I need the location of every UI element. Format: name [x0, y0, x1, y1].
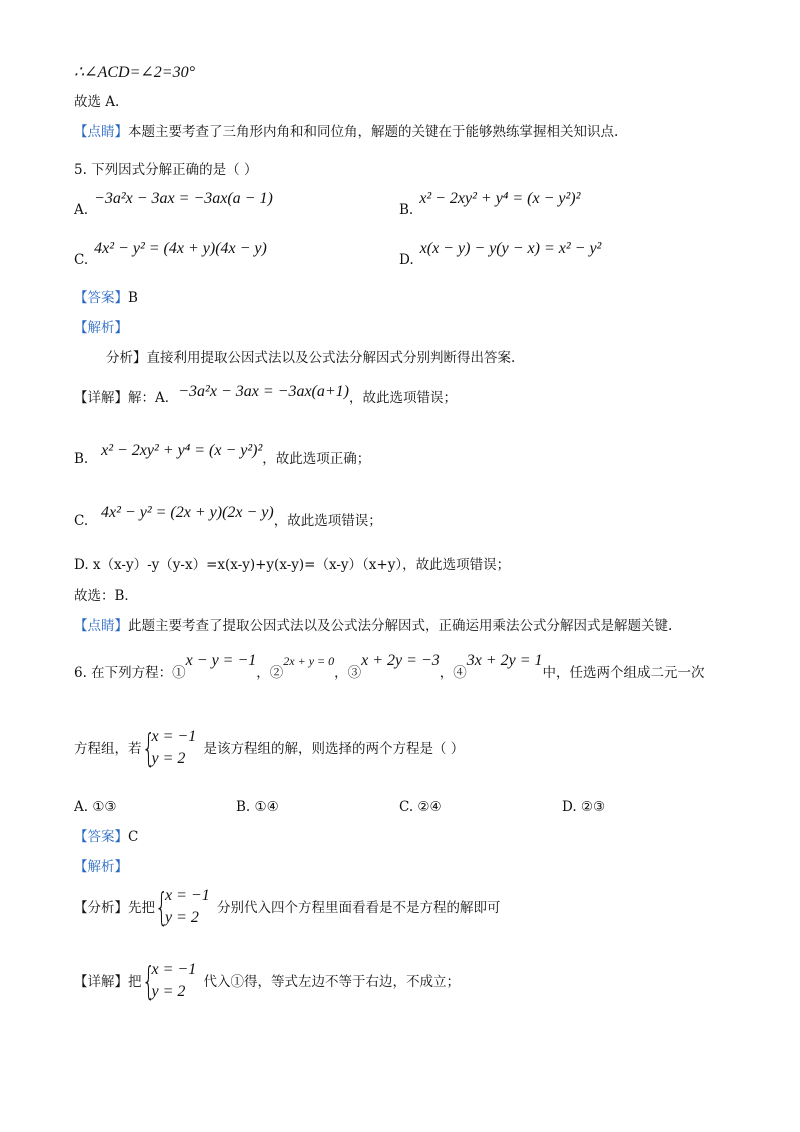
q5-dianjing-text: 此题主要考查了提取公因式法以及公式法分解因式，正确运用乘法公式分解因式是解题关键.: [128, 618, 673, 634]
q6-system: [141, 725, 204, 772]
q6-detail-prefix: 把: [128, 974, 142, 990]
q5-detail-c: [74, 504, 382, 530]
q5-detail-c-prefix: C.: [74, 513, 89, 529]
left-brace-icon: {: [141, 725, 155, 770]
q5-detail-b-expr: x² − 2xy² + y⁴ = (x − y²)²: [101, 442, 263, 459]
q5-analysis-text: 分析】直接利用提取公因式法以及公式法分解因式分别判断得出答案.: [106, 350, 516, 366]
q6-eq4: 3x + 2y = 1: [466, 652, 543, 669]
q6-sys-row1: x = −1: [151, 727, 197, 745]
q6-option-c: C. ②④: [399, 799, 442, 815]
q6-fenxi-tag: 【分析】: [74, 900, 128, 916]
q6-fenxi-row2: y = 2: [165, 908, 199, 926]
q5-detail-c-expr: 4x² − y² = (2x + y)(2x − y): [101, 504, 274, 521]
q5-stem: 5. 下列因式分解正确的是（ ）: [74, 162, 258, 178]
q6-fenxi-suffix: 分别代入四个方程里面看看是不是方程的解即可: [217, 900, 501, 916]
q5-answer-tag: 【答案】: [74, 290, 128, 306]
choose-a-line: 故选 A.: [74, 94, 120, 110]
q5-answer-line: [74, 289, 138, 307]
q6-answer-line: [74, 828, 138, 846]
q5-choose: 故选：B．: [74, 588, 138, 604]
q6-fenxi-system: [155, 884, 217, 931]
q6-stem-suffix: 中，任选两个组成二元一次: [542, 665, 705, 681]
conclusion-line: [74, 64, 195, 82]
q5-option-c: [74, 240, 267, 268]
q6-fenxi: [74, 886, 501, 931]
q5-detail-a-suffix: ，故此选项错误；: [349, 390, 457, 406]
left-brace-icon: {: [155, 884, 169, 929]
q5-option-d: [399, 240, 602, 268]
q5-detail-b-suffix: ，故此选项正确；: [262, 451, 371, 467]
q5-detail-a: [74, 383, 457, 407]
q6-detail: [74, 960, 460, 1005]
q5-option-c-expr: 4x² − y² = (4x + y)(4x − y): [94, 240, 267, 257]
dianjing-text: 本题主要考查了三角形内角和和同位角，解题的关键在于能够熟练掌握相关知识点.: [128, 124, 619, 140]
q5-analysis-tag: 【解析】: [74, 320, 128, 336]
q6-fenxi-prefix: 先把: [128, 900, 155, 916]
q6-detail-system: [141, 958, 204, 1005]
q5-option-b-expr: x² − 2xy² + y⁴ = (x − y²)²: [419, 190, 581, 207]
q5-option-d-expr: x(x − y) − y(y − x) = x² − y²: [419, 240, 602, 257]
q5-option-a-expr: −3a²x − 3ax = −3ax(a − 1): [94, 190, 273, 207]
q6-detail-suffix: 代入①得，等式左边不等于右边，不成立；: [203, 974, 460, 990]
q5-detail-b-prefix: B.: [74, 451, 89, 467]
q5-detail-a-prefix: 解：A．: [128, 390, 179, 406]
q6-option-d: D. ②③: [562, 799, 606, 815]
q5-detail-b: [74, 442, 371, 468]
q6-detail-row2: y = 2: [151, 982, 186, 1000]
q6-eq3: x + 2y = −3: [361, 652, 440, 669]
q5-answer: B: [128, 290, 138, 306]
q6-sys-row2: y = 2: [151, 749, 186, 767]
q6-stem: [74, 652, 705, 682]
q5-detail-a-expr: −3a²x − 3ax = −3ax(a+1): [178, 383, 349, 400]
q5-dianjing-tag: 【点睛】: [74, 618, 128, 634]
q6-detail-row1: x = −1: [151, 960, 197, 978]
q6-line2-prefix: 方程组，若: [74, 741, 142, 757]
q6-line2-suffix: 是该方程组的解，则选择的两个方程是（ ）: [203, 741, 465, 757]
q5-option-a-label: A.: [74, 202, 89, 218]
q5-option-a: [74, 190, 273, 218]
q5-option-c-label: C.: [74, 252, 89, 268]
q5-detail-c-suffix: ，故此选项错误；: [273, 513, 382, 529]
q6-sep3: ，③: [334, 665, 362, 681]
dianjing-tag: 【点睛】: [74, 124, 128, 140]
q6-detail-tag: 【详解】: [74, 974, 128, 990]
q6-option-b: B. ①④: [236, 799, 279, 815]
q5-option-b: [399, 190, 581, 218]
q6-eq2: 2x + y = 0: [283, 654, 335, 668]
q6-sep2: ，②: [256, 665, 284, 681]
q6-line2: [74, 727, 464, 772]
q5-option-b-label: B.: [399, 202, 414, 218]
dianjing-line-1: [74, 123, 618, 141]
q5-detail-d: D. x（x-y）-y（y-x）=x(x-y)+y(x-y)=（x-y）（x+y），故此选项错误；: [74, 557, 511, 573]
q6-option-a: A. ①③: [74, 799, 117, 815]
q6-sep4: ，④: [439, 665, 467, 681]
left-brace-icon: {: [141, 958, 155, 1003]
q6-answer: C: [128, 829, 139, 845]
q5-detail-tag: 【详解】: [74, 390, 128, 406]
q6-answer-tag: 【答案】: [74, 829, 128, 845]
q6-analysis-tag: 【解析】: [74, 859, 128, 875]
q6-eq1: x − y = −1: [185, 652, 257, 669]
q6-fenxi-row1: x = −1: [165, 886, 210, 904]
conclusion-math: ∴∠ACD=∠2=30°: [74, 64, 195, 81]
q6-stem-prefix: 6. 在下列方程：①: [74, 665, 186, 681]
q5-dianjing: [74, 617, 672, 635]
q5-option-d-label: D.: [399, 252, 414, 268]
